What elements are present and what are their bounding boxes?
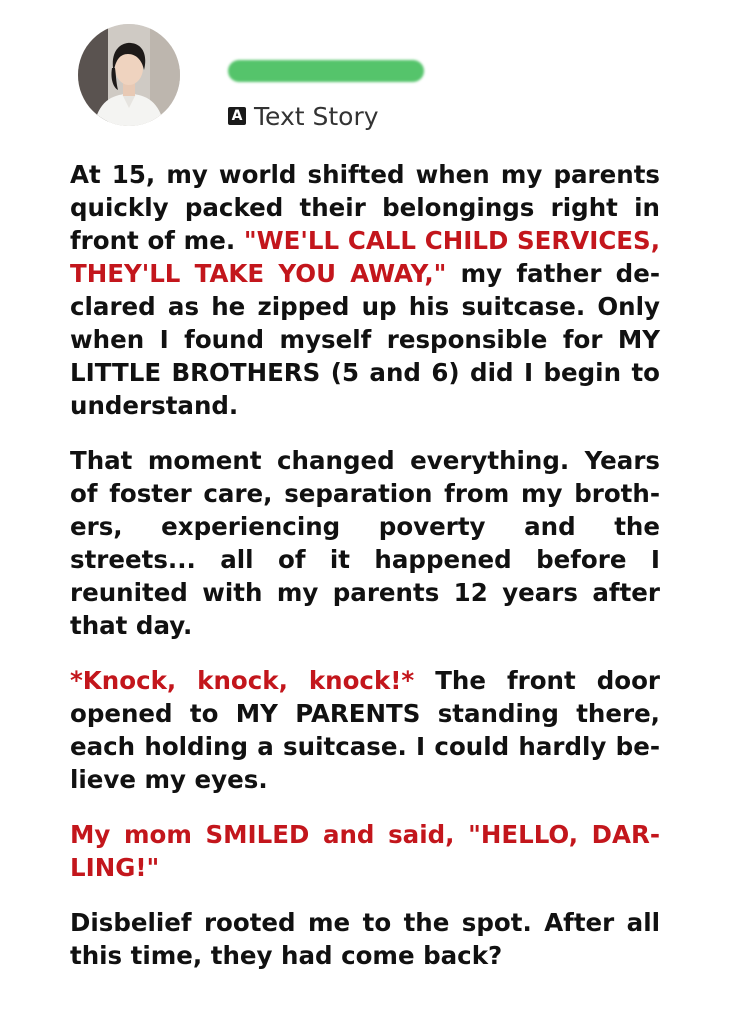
story-type-text: Text Story — [254, 101, 379, 131]
text-story-icon: A — [228, 107, 246, 125]
story-paragraph-3 — [70, 664, 660, 796]
avatar-photo — [78, 24, 180, 126]
father-quote: "WE'LL CALL CHILD SERVICES, THEY'LL TAKE YOU AWAY," — [70, 226, 660, 288]
paragraph-3-rest: The front door opened to MY PARENTS standing there, each holding a suitcase. I could hardly believe my eyes. — [70, 666, 660, 794]
knock-text: *Knock, knock, knock!* — [70, 666, 415, 695]
story-type-label — [228, 100, 379, 132]
story-paragraph-4: My mom SMILED and said, "HELLO, DARLING!" — [70, 820, 660, 882]
story-paragraph-5: Disbelief rooted me to the spot. After all this time, they had come back? — [70, 908, 660, 970]
story-header — [0, 0, 732, 150]
avatar[interactable] — [78, 24, 180, 126]
author-name-redacted — [228, 60, 424, 82]
paragraph-1-intro: At 15, my world shifted when my parents quickly packed their belongings right in front of me. — [70, 160, 660, 255]
paragraph-1-rest: my father declared as he zipped up his suitcase. Only when I found myself responsible for MY LITTLE BROTHERS (5 and 6) did I begin to understand. — [70, 259, 660, 420]
story-paragraph-1 — [70, 158, 660, 422]
story-body — [70, 158, 660, 994]
story-paragraph-2: That moment changed everything. Years of foster care, separation from my brothers, experiencing poverty and the streets... all of it happened before I reunited with my parents 12 years after that day. — [70, 446, 660, 640]
